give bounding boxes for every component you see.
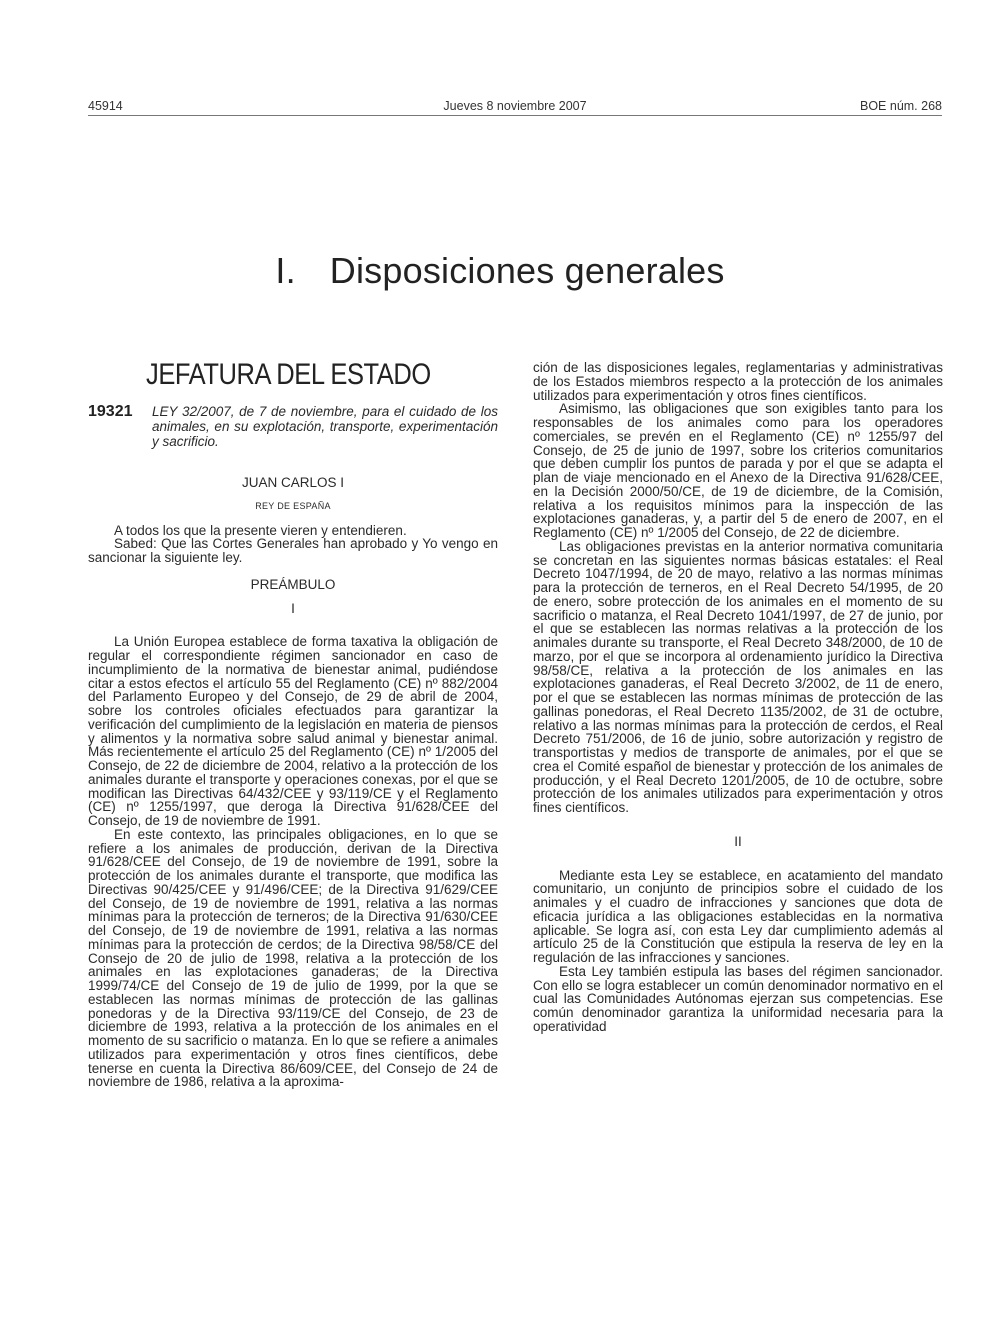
law-reference [88, 404, 498, 449]
paragraph: Asimismo, las obligaciones que son exigibles tanto para los responsables de los animales como para los operadores comerciales, se prevén en el Reglamento (CE) nº 1255/97 del Consejo, de 25 de junio de 1997, sobre los criterios comunitarios que deben cumplir los puntos de parada y por el que se adapta el plan de viaje mencionado en el Anexo de la Directiva 91/628/CEE, en la Decisión 2000/50/CE, de 19 de diciembre, de la Comisión, relativa a los requisitos mínimos para la inspección de las explotaciones ganaderas, y, a partir del 5 de enero de 2007, en el Reglamento (CE) nº 1/2005 del Consejo, de 22 de diciembre. [533, 401, 943, 540]
paragraph: La Unión Europea establece de forma taxativa la obligación de regular el correspondiente régimen sancionador en caso de incumplimiento de la normativa de bienestar animal, pudiéndose citar a estos efectos el artículo 55 del Reglamento (CE) nº 882/2004 del Parlamento Europeo y del Consejo, de 29 de abril de 2004, sobre los controles oficiales efectuados para garantizar la verificación del cumplimiento de la legislación en materia de piensos y alimentos y la normativa sobre salud animal y bienestar animal. Más recientemente el artículo 25 del Reglamento (CE) nº 1/2005 del Consejo, de 22 de diciembre de 2004, relativo a la protección de los animales durante el transporte y operaciones conexas, por el que se modifican las Directivas 64/432/CEE y 93/119/CE y el Reglamento (CE) nº 1255/1997, que deroga la Directiva 91/628/CEE del Consejo, de 19 de noviembre de 1991. [88, 634, 498, 828]
law-title: LEY 32/2007, de 7 de noviembre, para el cuidado de los animales, en su explotación, transporte, experimentación y sacrificio. [152, 404, 498, 449]
organization-heading: JEFATURA DEL ESTADO [146, 358, 431, 391]
part-label: II [734, 833, 742, 849]
publication-date: Jueves 8 noviembre 2007 [443, 99, 587, 113]
paragraph: Esta Ley también estipula las bases del régimen sancionador. Con ello se logra establecer un común denominador normativo en el cual las Comunidades Autónomas ejerzan sus competencias. Ese común denominador garantiza la uniformidad necesaria para la operatividad [533, 963, 943, 1034]
section-title [0, 250, 1000, 292]
section-number: I. [275, 250, 296, 291]
part-label: I [291, 600, 295, 616]
signatory-role: REY DE ESPAÑA [255, 500, 331, 511]
law-reference-number: 19321 [88, 403, 133, 420]
bulletin-issue: BOE núm. 268 [860, 99, 942, 113]
section-name: Disposiciones generales [329, 250, 725, 291]
paragraph-continuation: ción de las disposiciones legales, reglamentarias y administrativas de los Estados miembros respecto a la protección de los animales utilizados para experimentación y otros fines científicos. [533, 360, 943, 403]
paragraph: Mediante esta Ley se establece, en acatamiento del mandato comunitario, un conjunto de principios sobre el cuidado de los animales y el cuadro de infracciones y sanciones que dota de eficacia jurídica a las obligaciones establecidas en la normativa aplicable. Se logra así, con esta Ley dar cumplimiento además al artículo 25 de la Constitución que estipula la reserva de ley en la regulación de las infracciones y sanciones. [533, 867, 943, 965]
promulgation-line: A todos los que la presente vieren y entendieren. [114, 522, 407, 538]
left-column [88, 358, 498, 1089]
preamble-heading: PREÁMBULO [250, 576, 336, 592]
signatory-name: JUAN CARLOS I [241, 475, 345, 490]
right-column [533, 361, 943, 1034]
paragraph: Las obligaciones previstas en la anterior normativa comunitaria se concretan en las siguientes normas básicas estatales: el Real Decreto 1047/1994, de 20 de mayo, relativo a las normas mínimas para la protección de terneros, en el Real Decreto 54/1995, de 20 de enero, sobre protección de los animales en el momento de su sacrificio o matanza, el Real Decreto 1041/1997, de 27 de junio, por el que se establecen las normas relativas a la protección de los animales durante su transporte, el Real Decreto 348/2000, de 10 de marzo, por el que se incorpora al ordenamiento jurídico la Directiva 98/58/CE, relativa a la protección de los animales en las explotaciones ganaderas, el Real Decreto 3/2002, de 11 de enero, por el que se establecen las normas mínimas de protección de las gallinas ponedoras, el Real Decreto 1135/2002, de 31 de octubre, relativo a las normas mínimas para la protección de cerdos, el Real Decreto 751/2006, de 16 de junio, sobre autorización y registro de transportistas y medios de transporte de animales, por el que se crea el Comité español de bienestar y protección de los animales de producción, y el Real Decreto 1201/2005, de 10 de octubre, sobre protección de los animales utilizados para experimentación y otros fines científicos. [533, 538, 943, 815]
paragraph: En este contexto, las principales obligaciones, en lo que se refiere a los animales de producción, derivan de la Directiva 91/628/CEE del Consejo, de 19 de noviembre de 1991, sobre la protección de los animales durante el transporte, que modifica las Directivas 90/425/CEE y 91/496/CEE; de la Directiva 91/629/CEE del Consejo, de 19 de noviembre de 1991, relativa a las normas mínimas para la protección de terneros; de la Directiva 91/630/CEE del Consejo, de 19 de noviembre de 1991, relativa a las normas mínimas para la protección de cerdos; de la Directiva 98/58/CE del Consejo de 20 de julio de 1998, relativa a la protección de los animales en las explotaciones ganaderas; de la Directiva 1999/74/CE del Consejo de 19 de julio de 1999, por la que se establecen las normas mínimas de protección de las gallinas ponedoras y de la Directiva 93/119/CE del Consejo, de 23 de diciembre de 1993, relativa a la protección de los animales en el momento de su sacrificio o matanza. En lo que se refiere a animales utilizados para experimentación y otros fines científicos, debe tenerse en cuenta la Directiva 86/609/CEE, del Consejo de 24 de noviembre de 1986, relativa a la aproxima- [88, 826, 498, 1090]
page-header [88, 99, 942, 116]
page-number: 45914 [88, 99, 123, 113]
promulgation-line: Sabed: Que las Cortes Generales han aprobado y Yo vengo en sancionar la siguiente ley. [88, 536, 498, 565]
